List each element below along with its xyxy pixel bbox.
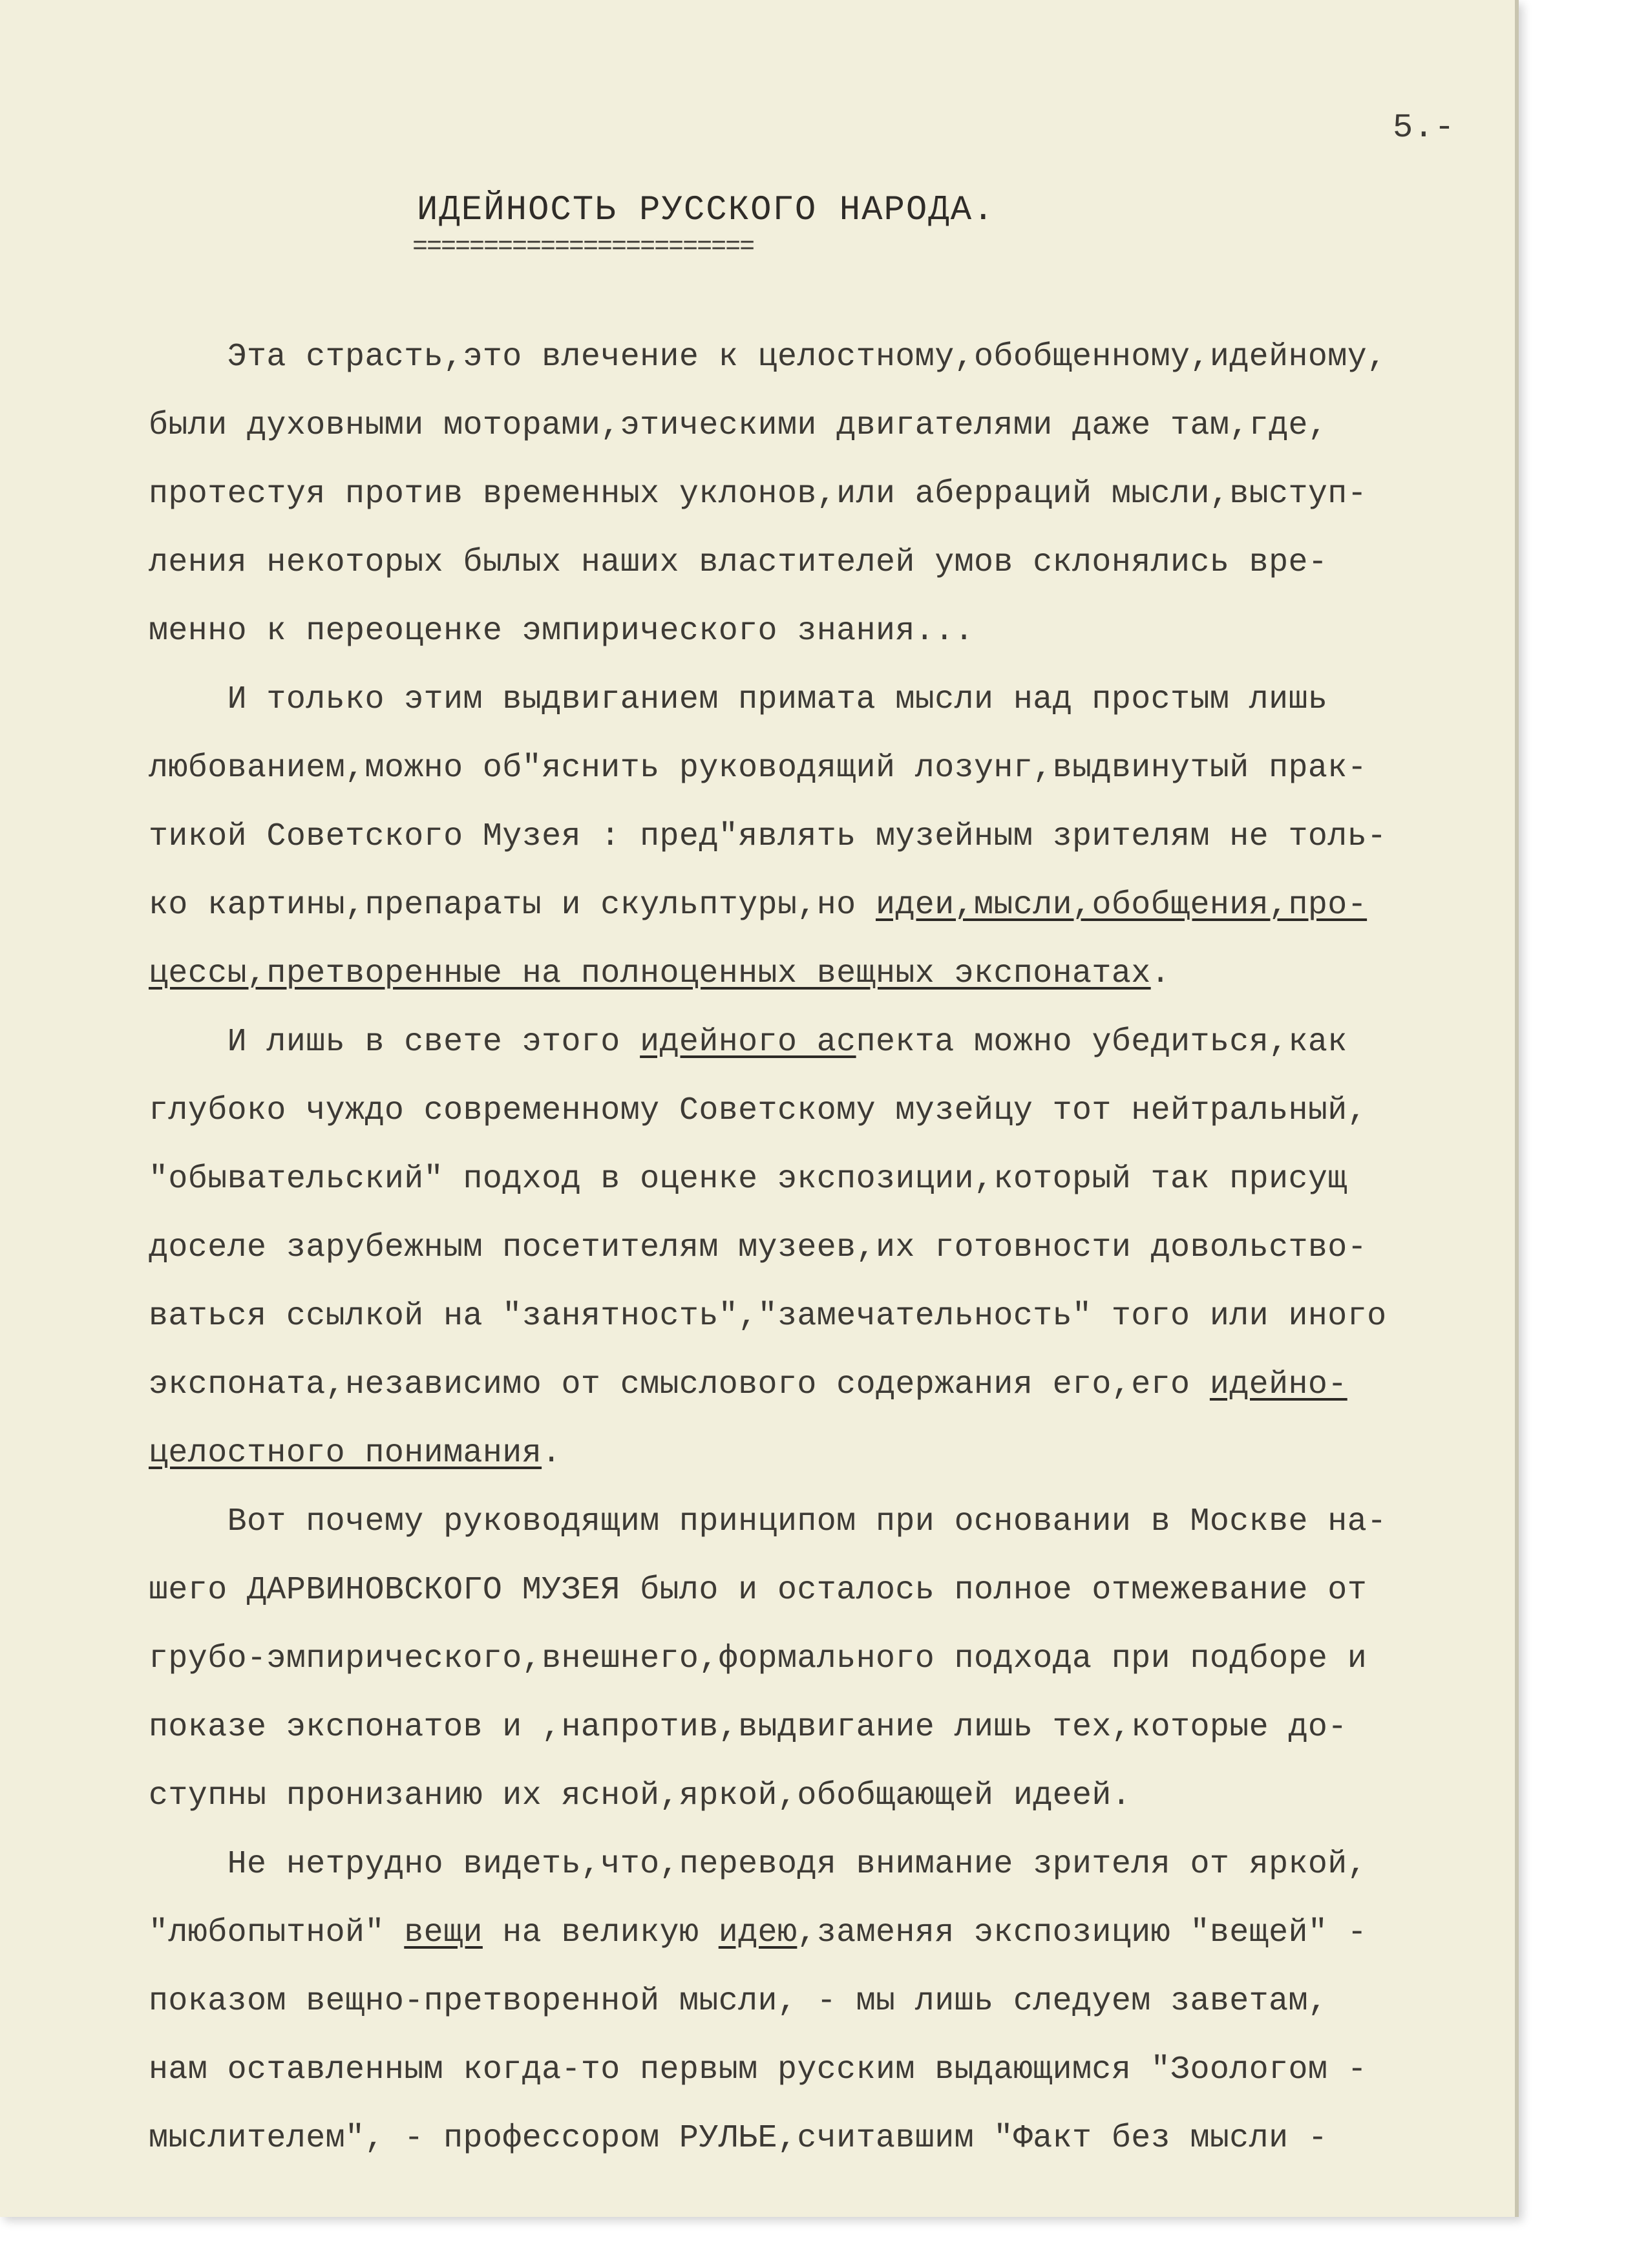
text-line: доселе зарубежным посетителям музеев,их готовности довольство- <box>149 1229 1368 1266</box>
page-title: ИДЕЙНОСТЬ РУССКОГО НАРОДА. <box>417 191 995 230</box>
underlined-text: вещи <box>404 1914 483 1951</box>
text-line: шего ДАРВИНОВСКОГО МУЗЕЯ было и осталось полное отмежевание от <box>149 1572 1368 1609</box>
underlined-text: идею <box>718 1914 798 1951</box>
text-line: были духовными моторами,этическими двигателями даже там,где, <box>149 407 1328 444</box>
text-span: "любопытной" <box>149 1914 405 1951</box>
document-body <box>149 323 1512 2173</box>
page-number: 5.- <box>1393 109 1455 147</box>
text-line <box>149 1008 1512 1077</box>
text-line: нам оставленным когда-то первым русским выдающимся "Зоологом - <box>149 2051 1368 2088</box>
underlined-text: идейного ас <box>640 1024 856 1061</box>
text-span: пекта можно убедиться,как <box>856 1024 1347 1061</box>
paper-edge <box>1515 0 1519 2217</box>
text-span: . <box>1150 955 1171 992</box>
text-line <box>149 1351 1512 1419</box>
text-span: на великую <box>482 1914 719 1951</box>
text-span: . <box>542 1435 562 1472</box>
text-line: грубо-эмпирического,внешнего,формального подхода при подборе и <box>149 1640 1368 1677</box>
text-line <box>149 940 1512 1008</box>
text-span: ко картины,препараты и скульптуры,но <box>149 887 876 924</box>
text-line: глубоко чуждо современному Советскому музейцу тот нейтральный, <box>149 1092 1368 1129</box>
text-line: Эта страсть,это влечение к целостному,обобщенному,идейному, <box>149 339 1387 376</box>
text-line: протестуя против временных уклонов,или аберраций мысли,выступ- <box>149 476 1368 513</box>
text-span: ,заменяя экспозицию "вещей" - <box>797 1914 1368 1951</box>
underlined-text: идейно- <box>1209 1366 1347 1403</box>
underlined-text: идеи,мысли,обобщения,про- <box>875 887 1368 924</box>
underlined-text: цессы,претворенные на полноценных вещных экспонатах <box>149 955 1151 992</box>
text-line: показе экспонатов и ,напротив,выдвигание лишь тех,которые до- <box>149 1709 1347 1746</box>
title-double-underline: ======================== <box>412 233 754 262</box>
text-line <box>149 871 1512 940</box>
text-line: ления некоторых былых наших властителей умов склонялись вре- <box>149 544 1328 581</box>
text-line: Вот почему руководящим принципом при основании в Москве на- <box>149 1503 1387 1540</box>
text-line: мыслителем", - профессором РУЛЬЕ,считавшим "Факт без мысли - <box>149 2120 1328 2157</box>
text-span: И лишь в свете этого <box>149 1024 640 1061</box>
text-line: ваться ссылкой на "занятность","замечательность" того или иного <box>149 1298 1387 1335</box>
text-span: экспоната,независимо от смыслового содержания его,его <box>149 1366 1210 1403</box>
text-line: "обывательский" подход в оценке экспозиции,который так присущ <box>149 1161 1347 1198</box>
text-line: показом вещно-претворенной мысли, - мы лишь следуем заветам, <box>149 1983 1328 2020</box>
text-line: ступны пронизанию их ясной,яркой,обобщающей идеей. <box>149 1777 1132 1814</box>
text-line <box>149 1419 1512 1488</box>
text-line: Не нетрудно видеть,что,переводя внимание зрителя от яркой, <box>149 1846 1368 1883</box>
text-line: любованием,можно об"яснить руководящий лозунг,выдвинутый прак- <box>149 750 1368 787</box>
text-line: тикой Советского Музея : пред"являть музейным зрителям не толь- <box>149 818 1387 855</box>
text-line: менно к переоценке эмпирического знания... <box>149 613 975 650</box>
text-line: И только этим выдвиганием примата мысли над простым лишь <box>149 681 1328 718</box>
text-line <box>149 1899 1512 1967</box>
underlined-text: целостного понимания <box>149 1435 542 1472</box>
